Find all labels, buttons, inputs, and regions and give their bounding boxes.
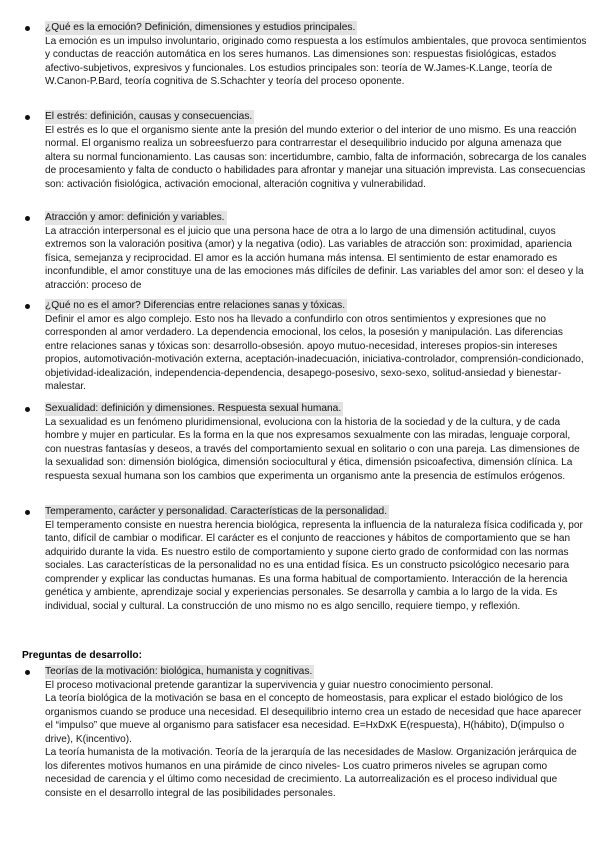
section-body [45, 416, 587, 483]
section-body [45, 679, 587, 800]
paragraph: La teoría biológica de la motivación se basa en el concepto de homeostasis, para explicar el estado biológico de los organismos cuando se produce una necesidad. El desequilibrio interno crea un estado de necesidad que hace aparecer el “impulso” que mueve al organismo para satisfacer esa necesidad. E=HxDxK E(respuesta), H(hábito), D(impulso o drive), K(incentivo). [45, 693, 582, 745]
section-heading: ¿Qué es la emoción? Definición, dimensiones y estudios principales. [45, 22, 356, 33]
bullet-icon [25, 670, 30, 675]
section-heading: ¿Qué no es el amor? Diferencias entre relaciones sanas y tóxicas. [45, 300, 346, 311]
bullet-icon [25, 115, 30, 120]
paragraph: La teoría humanista de la motivación. Teoría de la jerarquía de las necesidades de Maslow. Organización jerárquica de los diferentes motivos humanos en una pirámide de cinco niveles- Los cuatro primeros niveles se agrupan como necesidad de carencia y el último como necesidad de crecimiento. La autorrealización es el proceso individual que consiste en el desarrollo integral de las posibilidades personales. [45, 747, 577, 799]
section-heading: Atracción y amor: definición y variables. [45, 212, 225, 223]
paragraph: La atracción interpersonal es el juicio que una persona hace de otra a lo largo de una dimensión actitudinal, cuyos extremos son la valoración positiva (amor) y la negativa (odio). Las variables de atracción son: proximidad, apariencia física, semejanza y reciprocidad. El amor es la acción humana más intensa. El sentimiento de estar enamorado es inconfundible, el amor constituye una de las emociones más difíciles de definir. Las variables del amor son: el deseo y la atracción: proceso de [45, 226, 584, 291]
section-body [45, 124, 587, 191]
paragraph: El temperamento consiste en nuestra herencia biológica, representa la influencia de la naturaleza física codificada y, por tanto, difícil de cambiar o modificar. El carácter es el conjunto de reacciones y hábitos de comportamiento que se han adquirido durante la vida. Es nuestro estilo de comportamiento y supone cierto grado de conformidad con las normas sociales. Las características de la personalidad no es una entidad física. Es un constructo psicológico necesario para comprender y explicar las conductas humanas. Es una forma habitual de comportamiento. Interacción de la herencia genética y ambiente, aprendizaje social y experiencias personales. Se desarrolla y cambia a lo largo de la vida. Es individual, social y cultural. La construcción de uno mismo no es algo sencillo, requiere tiempo, y reflexión. [45, 520, 583, 612]
bullet-icon [25, 407, 30, 412]
section-heading: El estrés: definición, causas y consecuencias. [45, 111, 253, 122]
bullet-icon [25, 304, 30, 309]
bullet-icon [25, 26, 30, 31]
section-heading: Teorías de la motivación: biológica, humanista y cognitivas. [45, 666, 313, 677]
section-body [45, 225, 587, 292]
development-title: Preguntas de desarrollo: [22, 650, 143, 661]
paragraph: El proceso motivacional pretende garantizar la supervivencia y guiar nuestro conocimiento personal. [45, 680, 494, 691]
paragraph: Definir el amor es algo complejo. Esto nos ha llevado a confundirlo con otros sentimientos y expresiones que no corresponden al amor verdadero. La dependencia emocional, los celos, la posesión y manipulación. Las diferencias entre relaciones sanas y tóxicas son: desarrollo-obsesión. apoyo mutuo-necesidad, intereses propios-sin intereses propios, automotivación-motivación externa, aceptación-inadecuación, iniciativa-controlador, comprensión-condicionado, objetividad-idealización, independencia-dependencia, desapego-posesivo, sexo-sexo, solitud-ansiedad y bienestar-malestar. [45, 314, 584, 393]
paragraph: La emoción es un impulso involuntario, originado como respuesta a los estímulos ambientales, que provoca sentimientos y conductas de reacción automática en los seres humanos. Las dimensiones son: respuestas fisiológicas, estados afectivo-subjetivos, expresivos y funcionales. Los estudios principales son: teoría de W.James-K.Lange, teoría de W.Canon-P.Bard, teoría cognitiva de S.Schachter y teoría del proceso oponente. [45, 36, 587, 88]
section-body [45, 519, 587, 613]
bullet-icon [25, 510, 30, 515]
section-heading: Temperamento, carácter y personalidad. Características de la personalidad. [45, 506, 388, 517]
paragraph: La sexualidad es un fenómeno pluridimensional, evoluciona con la historia de la sociedad y de la cultura, y de cada hombre y mujer en particular. Es la forma en la que nos expresamos sexualmente con las miradas, lenguaje corporal, con nuestras fantasías y deseos, a través del comportamiento sexual en solitario o con una pareja. Las dimensiones de la sexualidad son: dimensión biológica, dimensión sociocultural y ética, dimensión psicoafectiva, dimensión clínica. La respuesta sexual humana son los cambios que experimenta un organismo ante la presencia de estímulos erógenos. [45, 417, 580, 482]
bullet-icon [25, 216, 30, 221]
section-body [45, 313, 587, 394]
section-body [45, 35, 587, 89]
paragraph: El estrés es lo que el organismo siente ante la presión del mundo exterior o del interior de uno mismo. Es una reacción normal. El organismo realiza un sobreesfuerzo para contrarrestar el desequilibrio inducido por alguna amenaza que altera su normal funcionamiento. Las causas son: incertidumbre, cambio, falta de información, sobrecarga de los canales de procesamiento y falta de conducto o habilidades para afrontar y manejar una situación imprevista. Las consecuencias son: activación fisiológica, activación emocional, alteración cognitiva y vulnerabilidad. [45, 125, 587, 190]
section-heading: Sexualidad: definición y dimensiones. Respuesta sexual humana. [45, 403, 342, 414]
